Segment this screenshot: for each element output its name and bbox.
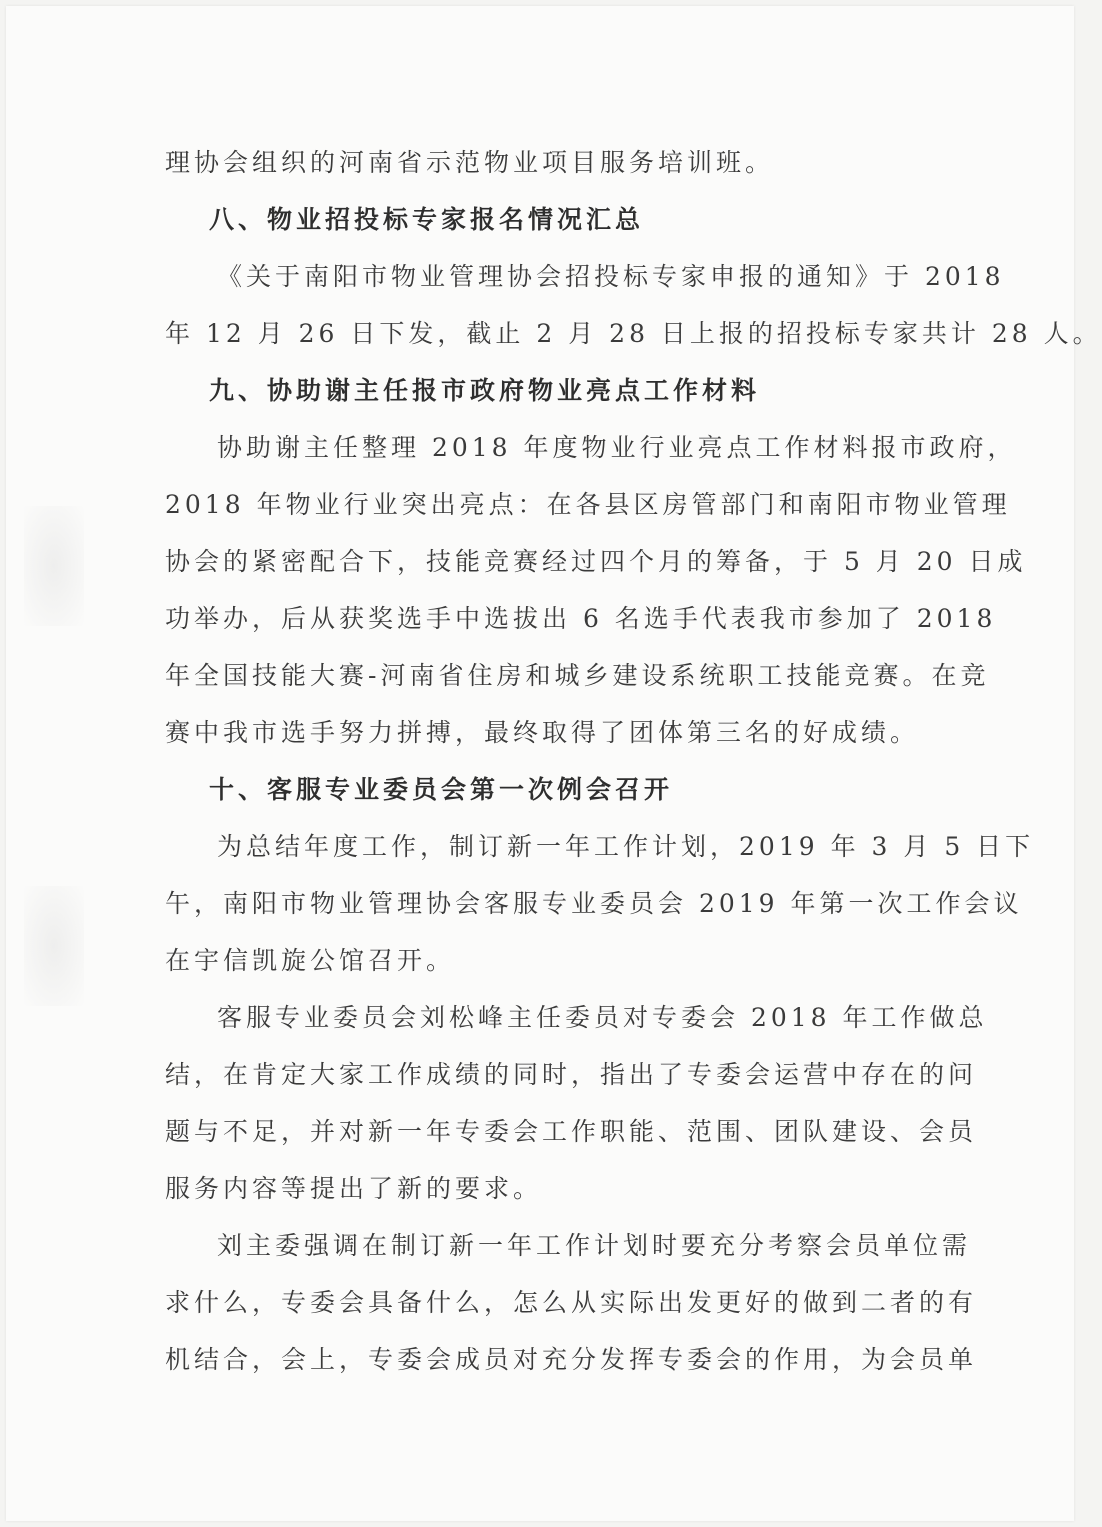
scan-smudge <box>24 886 84 1006</box>
body-line: 为总结年度工作，制订新一年工作计划，2019 年 3 月 5 日下 <box>217 832 1035 861</box>
body-line: 刘主委强调在制订新一年工作计划时要充分考察会员单位需 <box>217 1231 972 1260</box>
section-heading: 十、客服专业委员会第一次例会召开 <box>209 775 674 804</box>
body-line: 赛中我市选手努力拼搏，最终取得了团体第三名的好成绩。 <box>165 718 920 747</box>
body-line: 午，南阳市物业管理协会客服专业委员会 2019 年第一次工作会议 <box>165 889 1023 918</box>
document-body <box>165 134 1102 1388</box>
section-heading: 九、协助谢主任报市政府物业亮点工作材料 <box>209 376 761 405</box>
body-line: 《关于南阳市物业管理协会招投标专家申报的通知》于 2018 <box>217 262 1005 291</box>
scan-smudge <box>24 506 84 626</box>
section-heading: 八、物业招投标专家报名情况汇总 <box>209 205 645 234</box>
body-line: 协会的紧密配合下，技能竞赛经过四个月的筹备，于 5 月 20 日成 <box>165 547 1027 576</box>
body-line: 客服专业委员会刘松峰主任委员对专委会 2018 年工作做总 <box>217 1003 988 1032</box>
body-line: 2018 年物业行业突出亮点：在各县区房管部门和南阳市物业管理 <box>165 490 1011 519</box>
body-line: 求什么，专委会具备什么，怎么从实际出发更好的做到二者的有 <box>165 1288 978 1317</box>
body-line: 理协会组织的河南省示范物业项目服务培训班。 <box>165 148 775 177</box>
body-line: 题与不足，并对新一年专委会工作职能、范围、团队建设、会员 <box>165 1117 978 1146</box>
body-line: 协助谢主任整理 2018 年度物业行业亮点工作材料报市政府， <box>217 433 1017 462</box>
body-line: 服务内容等提出了新的要求。 <box>165 1174 543 1203</box>
body-line: 机结合，会上，专委会成员对充分发挥专委会的作用，为会员单 <box>165 1345 978 1374</box>
body-line: 结，在肯定大家工作成绩的同时，指出了专委会运营中存在的问 <box>165 1060 978 1089</box>
body-line: 年 12 月 26 日下发，截止 2 月 28 日上报的招投标专家共计 28 人。 <box>165 319 1102 348</box>
body-line: 年全国技能大赛-河南省住房和城乡建设系统职工技能竞赛。在竞 <box>165 661 990 690</box>
body-line: 在宇信凯旋公馆召开。 <box>165 946 456 975</box>
body-line: 功举办，后从获奖选手中选拔出 6 名选手代表我市参加了 2018 <box>165 604 997 633</box>
